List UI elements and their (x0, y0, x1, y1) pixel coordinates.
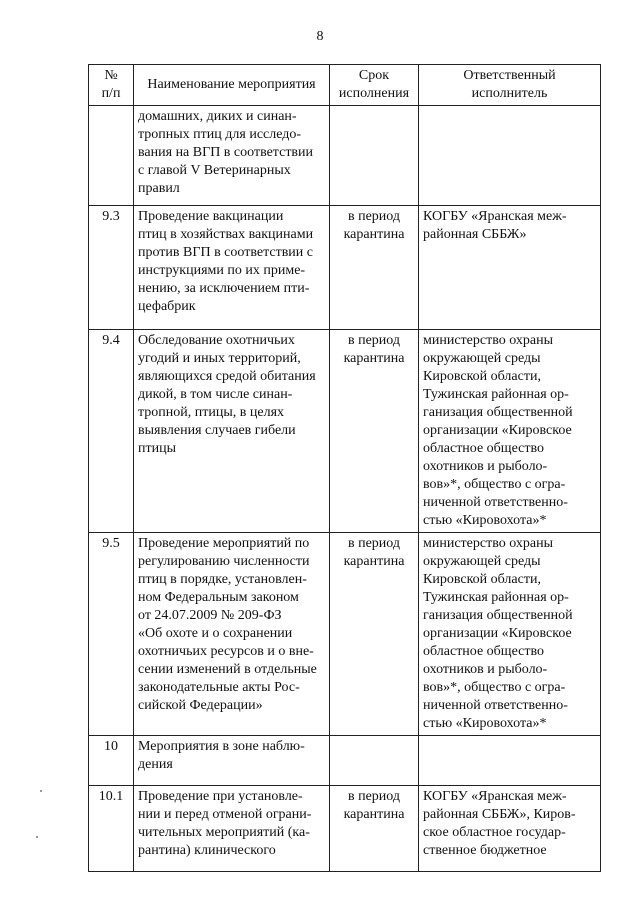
row-responsible: министерство охраны окружающей среды Кировской области, Тужинская районная ор- ганизация общественной организации «Кировское областное общество охотников и рыболо- вов»*, общество с огра- ниченной ответственно- стью «Кировохота»* (419, 330, 601, 533)
table-row (89, 786, 601, 872)
row-num (89, 106, 134, 206)
row-name: Проведение вакцинации птиц в хозяйствах вакцинами против ВГП в соответствии с инструкциями по их приме- нению, за исключением пти- цефабрик (134, 206, 330, 330)
header-responsible: Ответственный исполнитель (419, 65, 601, 106)
row-name: Проведение при установле- нии и перед отменой ограни- чительных мероприятий (ка- рантина) клинического (134, 786, 330, 872)
row-num: 10.1 (89, 786, 134, 872)
row-name: Мероприятия в зоне наблю- дения (134, 736, 330, 786)
row-term (330, 736, 419, 786)
table-header-row (89, 65, 601, 106)
row-responsible (419, 736, 601, 786)
row-name: Проведение мероприятий по регулированию численности птиц в порядке, установлен- ном Федеральным законом от 24.07.2009 № 209-ФЗ «Об охоте и о сохранении охотничьих ресурсов и о вне- сении изменений в отдельные законодательные акты Рос- сийской Федерации» (134, 533, 330, 736)
row-responsible: министерство охраны окружающей среды Кировской области, Тужинская районная ор- ганизация общественной организации «Кировское областное общество охотников и рыболо- вов»*, общество с огра- ниченной ответственно- стью «Кировохота»* (419, 533, 601, 736)
row-responsible (419, 106, 601, 206)
row-term: в период карантина (330, 206, 419, 330)
row-responsible: КОГБУ «Яранская меж- районная СББЖ» (419, 206, 601, 330)
table-row (89, 736, 601, 786)
row-num: 9.3 (89, 206, 134, 330)
row-name: Обследование охотничьих угодий и иных территорий, являющихся средой обитания дикой, в том числе синан- тропной, птицы, в целях выявления случаев гибели птицы (134, 330, 330, 533)
header-name: Наименование мероприятия (134, 65, 330, 106)
table-row (89, 106, 601, 206)
measures-table (88, 64, 601, 872)
table-row (89, 330, 601, 533)
table-row (89, 206, 601, 330)
table-row (89, 533, 601, 736)
page-number: 8 (316, 29, 324, 44)
row-term: в период карантина (330, 533, 419, 736)
row-num: 9.4 (89, 330, 134, 533)
row-responsible: КОГБУ «Яранская меж- районная СББЖ», Киров- ское областное государ- ственное бюджетное (419, 786, 601, 872)
row-num: 9.5 (89, 533, 134, 736)
scan-speck (40, 790, 42, 792)
header-num: № п/п (89, 65, 134, 106)
row-num: 10 (89, 736, 134, 786)
row-term (330, 106, 419, 206)
row-term: в период карантина (330, 786, 419, 872)
scan-speck (36, 836, 38, 838)
row-name: домашних, диких и синан- тропных птиц для исследо- вания на ВГП в соответствии с главой V Ветеринарных правил (134, 106, 330, 206)
row-term: в период карантина (330, 330, 419, 533)
header-term: Срок исполнения (330, 65, 419, 106)
